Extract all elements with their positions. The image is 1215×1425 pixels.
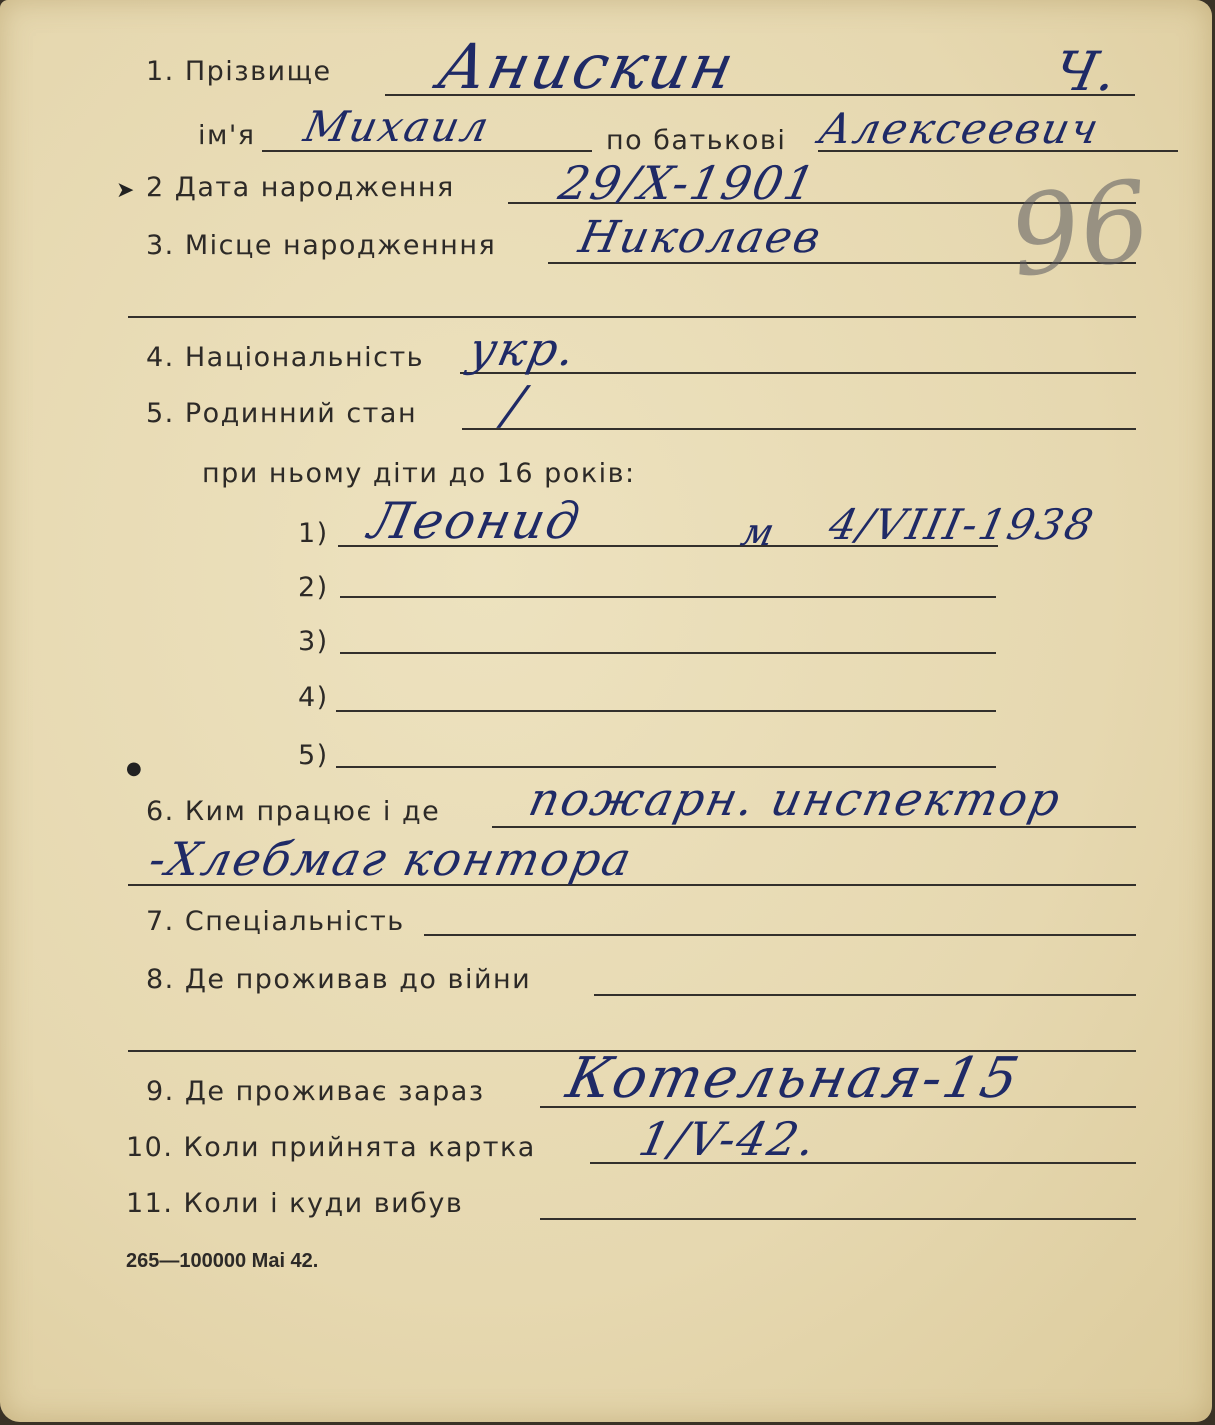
child-1-date: 4/VIII-1938 (824, 500, 1100, 549)
child-3-number: 3) (298, 626, 329, 657)
departure-line (540, 1218, 1136, 1220)
marital-status-label: 5. Родинний стан (146, 398, 418, 429)
birthplace-label: 3. Місце народженння (146, 230, 497, 261)
child-1-sex: м (737, 510, 781, 554)
arrow-mark-icon: ➤ (116, 178, 135, 203)
patronymic-label: по батькові (606, 125, 787, 156)
print-run-footer: 265—100000 Mai 42. (126, 1250, 319, 1272)
child-5-number: 5) (298, 740, 329, 771)
name-value: Михаил (299, 102, 495, 151)
patronymic-value: Алексеевич (814, 104, 1105, 153)
card-accepted-label: 10. Коли прийнята картка (126, 1132, 536, 1163)
birthplace-line-2 (128, 316, 1136, 318)
occupation-line (492, 826, 1136, 828)
child-4-line (336, 710, 996, 712)
pencil-number-mark: 96 (1001, 155, 1159, 303)
prewar-residence-label: 8. Де проживав до війни (146, 964, 532, 995)
child-1-number: 1) (298, 518, 329, 549)
birthdate-value: 29/X-1901 (554, 156, 822, 210)
children-label: при ньому діти до 16 років: (202, 458, 636, 489)
name-label: ім'я (198, 120, 256, 151)
marital-status-line (462, 428, 1136, 430)
occupation-value-line-2: -Хлебмаг контора (144, 832, 638, 886)
surname-label: 1. Прізвище (146, 56, 332, 87)
card-accepted-value: 1/V-42. (634, 1112, 823, 1166)
child-4-number: 4) (298, 682, 329, 713)
current-residence-value: Котельная-15 (561, 1046, 1026, 1111)
ink-dot-mark: ● (126, 758, 142, 779)
child-1-name: Леонид (363, 492, 587, 550)
birthdate-label: 2 Дата народження (146, 172, 455, 203)
departure-label: 11. Коли і куди вибув (126, 1188, 464, 1219)
occupation-label: 6. Ким працює і де (146, 796, 441, 827)
prewar-residence-line (594, 994, 1136, 996)
child-2-number: 2) (298, 572, 329, 603)
specialty-label: 7. Спеціальність (146, 906, 405, 937)
birthplace-value: Николаев (574, 212, 827, 263)
specialty-line (424, 934, 1136, 936)
child-2-line (340, 596, 996, 598)
nationality-label: 4. Національність (146, 342, 425, 373)
nationality-value: укр. (464, 322, 582, 376)
occupation-value-line-1: пожарн. инспектор (524, 772, 1067, 826)
child-3-line (340, 652, 996, 654)
current-residence-label: 9. Де проживає зараз (146, 1076, 485, 1107)
child-5-line (336, 766, 996, 768)
marital-status-value: / (498, 376, 531, 436)
surname-value: Анискин (432, 30, 743, 103)
surname-initial: Ч. (1048, 40, 1125, 103)
